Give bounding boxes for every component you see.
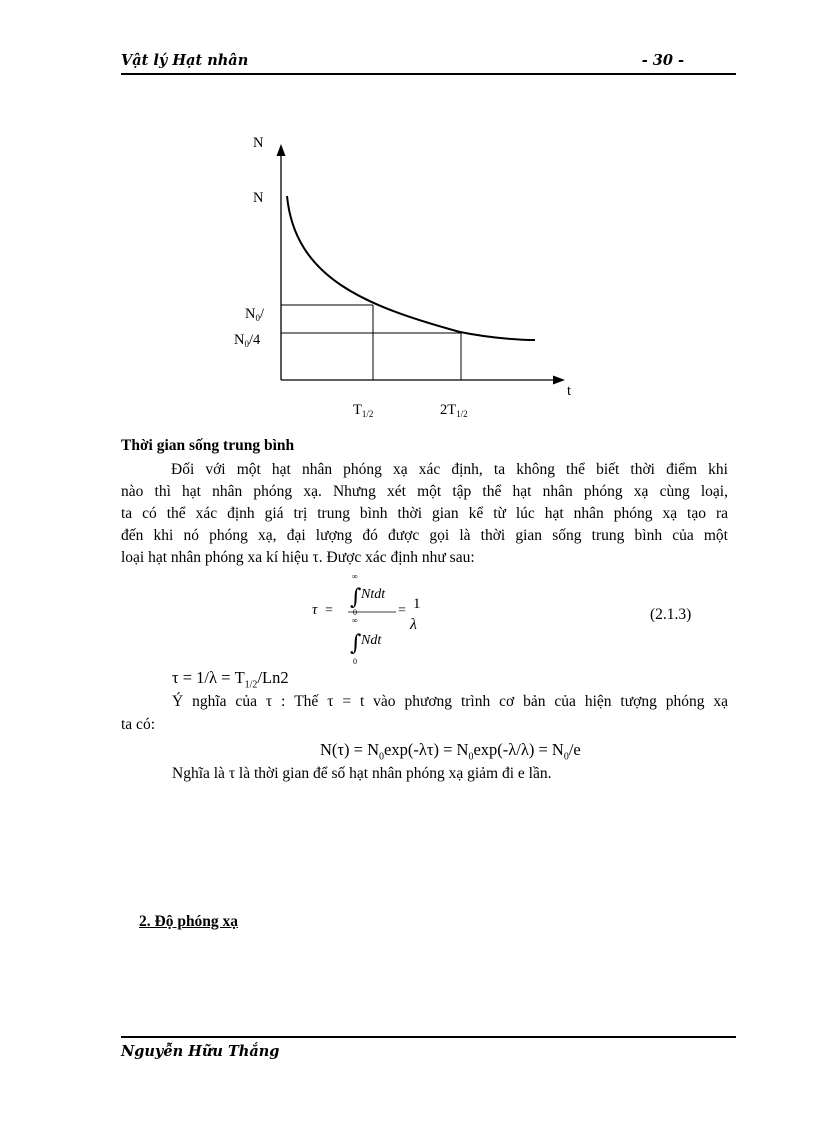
- paragraph-line: Đối với một hạt nhân phóng xạ xác định, ta không thể biết thời điểm khi: [171, 461, 728, 478]
- paragraph-line: nào thì hạt nhân phóng xạ. Nhưng xét một tập thể hạt nhân phóng xạ cùng loại,: [121, 483, 728, 500]
- decay-curve-svg: [225, 128, 595, 418]
- mean-lifetime-formula: [290, 570, 490, 670]
- footer-rule: [121, 1036, 736, 1038]
- y-axis-label: N: [253, 135, 264, 151]
- formula-one: 1: [413, 596, 421, 612]
- tau-relation-lhs: τ = 1/λ = T: [172, 668, 245, 687]
- tau-relation: [172, 668, 289, 690]
- formula-equals-1: =: [325, 603, 333, 618]
- y-top-label: N: [253, 190, 264, 206]
- formula-lambda: λ: [410, 616, 417, 633]
- x-axis-label: t: [567, 383, 572, 399]
- eq-part: exp(-λτ) = N: [384, 740, 469, 759]
- label-2t-half: $2T_{1/2}$: [440, 402, 468, 418]
- eq-part: /e: [568, 740, 581, 759]
- label-n0-quarter: $N_0/4$: [234, 332, 261, 349]
- paragraph-line: đến khi nó phóng xạ, đại lượng đó được gọi là thời gian sống trung bình của một: [121, 527, 728, 544]
- decay-curve: [287, 196, 535, 340]
- label-t-half: $T_{1/2}$: [353, 402, 374, 418]
- header-title: Vật lý Hạt nhân: [121, 52, 249, 69]
- decay-equation: [320, 740, 581, 762]
- eq-sub: 0: [563, 751, 569, 763]
- x-axis-arrow: [553, 376, 565, 385]
- tau-relation-rhs: /Ln2: [257, 668, 289, 687]
- meaning-line-2: ta có:: [121, 716, 155, 733]
- paragraph-line: loại hạt nhân phóng xa kí hiệu τ. Được xác định như sau:: [121, 549, 475, 566]
- formula-svg: [290, 570, 490, 670]
- section-heading-activity: 2. Độ phóng xạ: [139, 913, 239, 930]
- paragraph-mean-lifetime: [121, 459, 728, 569]
- eq-part: exp(-λ/λ) = N: [473, 740, 564, 759]
- section-heading-mean-lifetime: Thời gian sống trung bình: [121, 437, 295, 454]
- eq-part: N(τ) = N: [320, 740, 380, 759]
- formula-denominator: Ndt: [361, 633, 382, 648]
- formula-lower-limit-num: 0: [353, 608, 357, 617]
- conclusion-line: Nghĩa là τ là thời gian để số hạt nhân phóng xạ giảm đi e lần.: [172, 765, 552, 782]
- page-header: [121, 52, 736, 74]
- eq-sub: 0: [468, 751, 474, 763]
- eq-sub: 0: [379, 751, 385, 763]
- footer-author: Nguyễn Hữu Thắng: [121, 1043, 280, 1060]
- formula-upper-limit-den: ∞: [352, 616, 358, 625]
- formula-lower-limit-den: 0: [353, 657, 357, 666]
- header-rule: [121, 73, 736, 75]
- formula-upper-limit-num: ∞: [352, 572, 358, 581]
- paragraph-line: ta có thể xác định giá trị trung bình thời gian kể từ lúc hạt nhân phóng xạ tạo ra: [121, 505, 728, 522]
- meaning-line-1: Ý nghĩa của τ : Thế τ = t vào phương trình cơ bản của hiện tượng phóng xạ: [172, 693, 728, 710]
- y-axis-arrow: [277, 144, 286, 156]
- label-n0-half: $N_0/$: [245, 306, 265, 323]
- tau-relation-sub: 1/2: [244, 679, 258, 691]
- page-number: - 30 -: [641, 52, 684, 69]
- formula-integral-num: ∫: [350, 585, 362, 610]
- equation-number: (2.1.3): [650, 606, 692, 623]
- formula-equals-2: =: [398, 603, 406, 618]
- formula-numerator: Ntdt: [361, 587, 386, 602]
- formula-integral-den: ∫: [350, 631, 362, 656]
- decay-curve-figure: [225, 128, 595, 418]
- formula-tau: τ: [312, 602, 318, 618]
